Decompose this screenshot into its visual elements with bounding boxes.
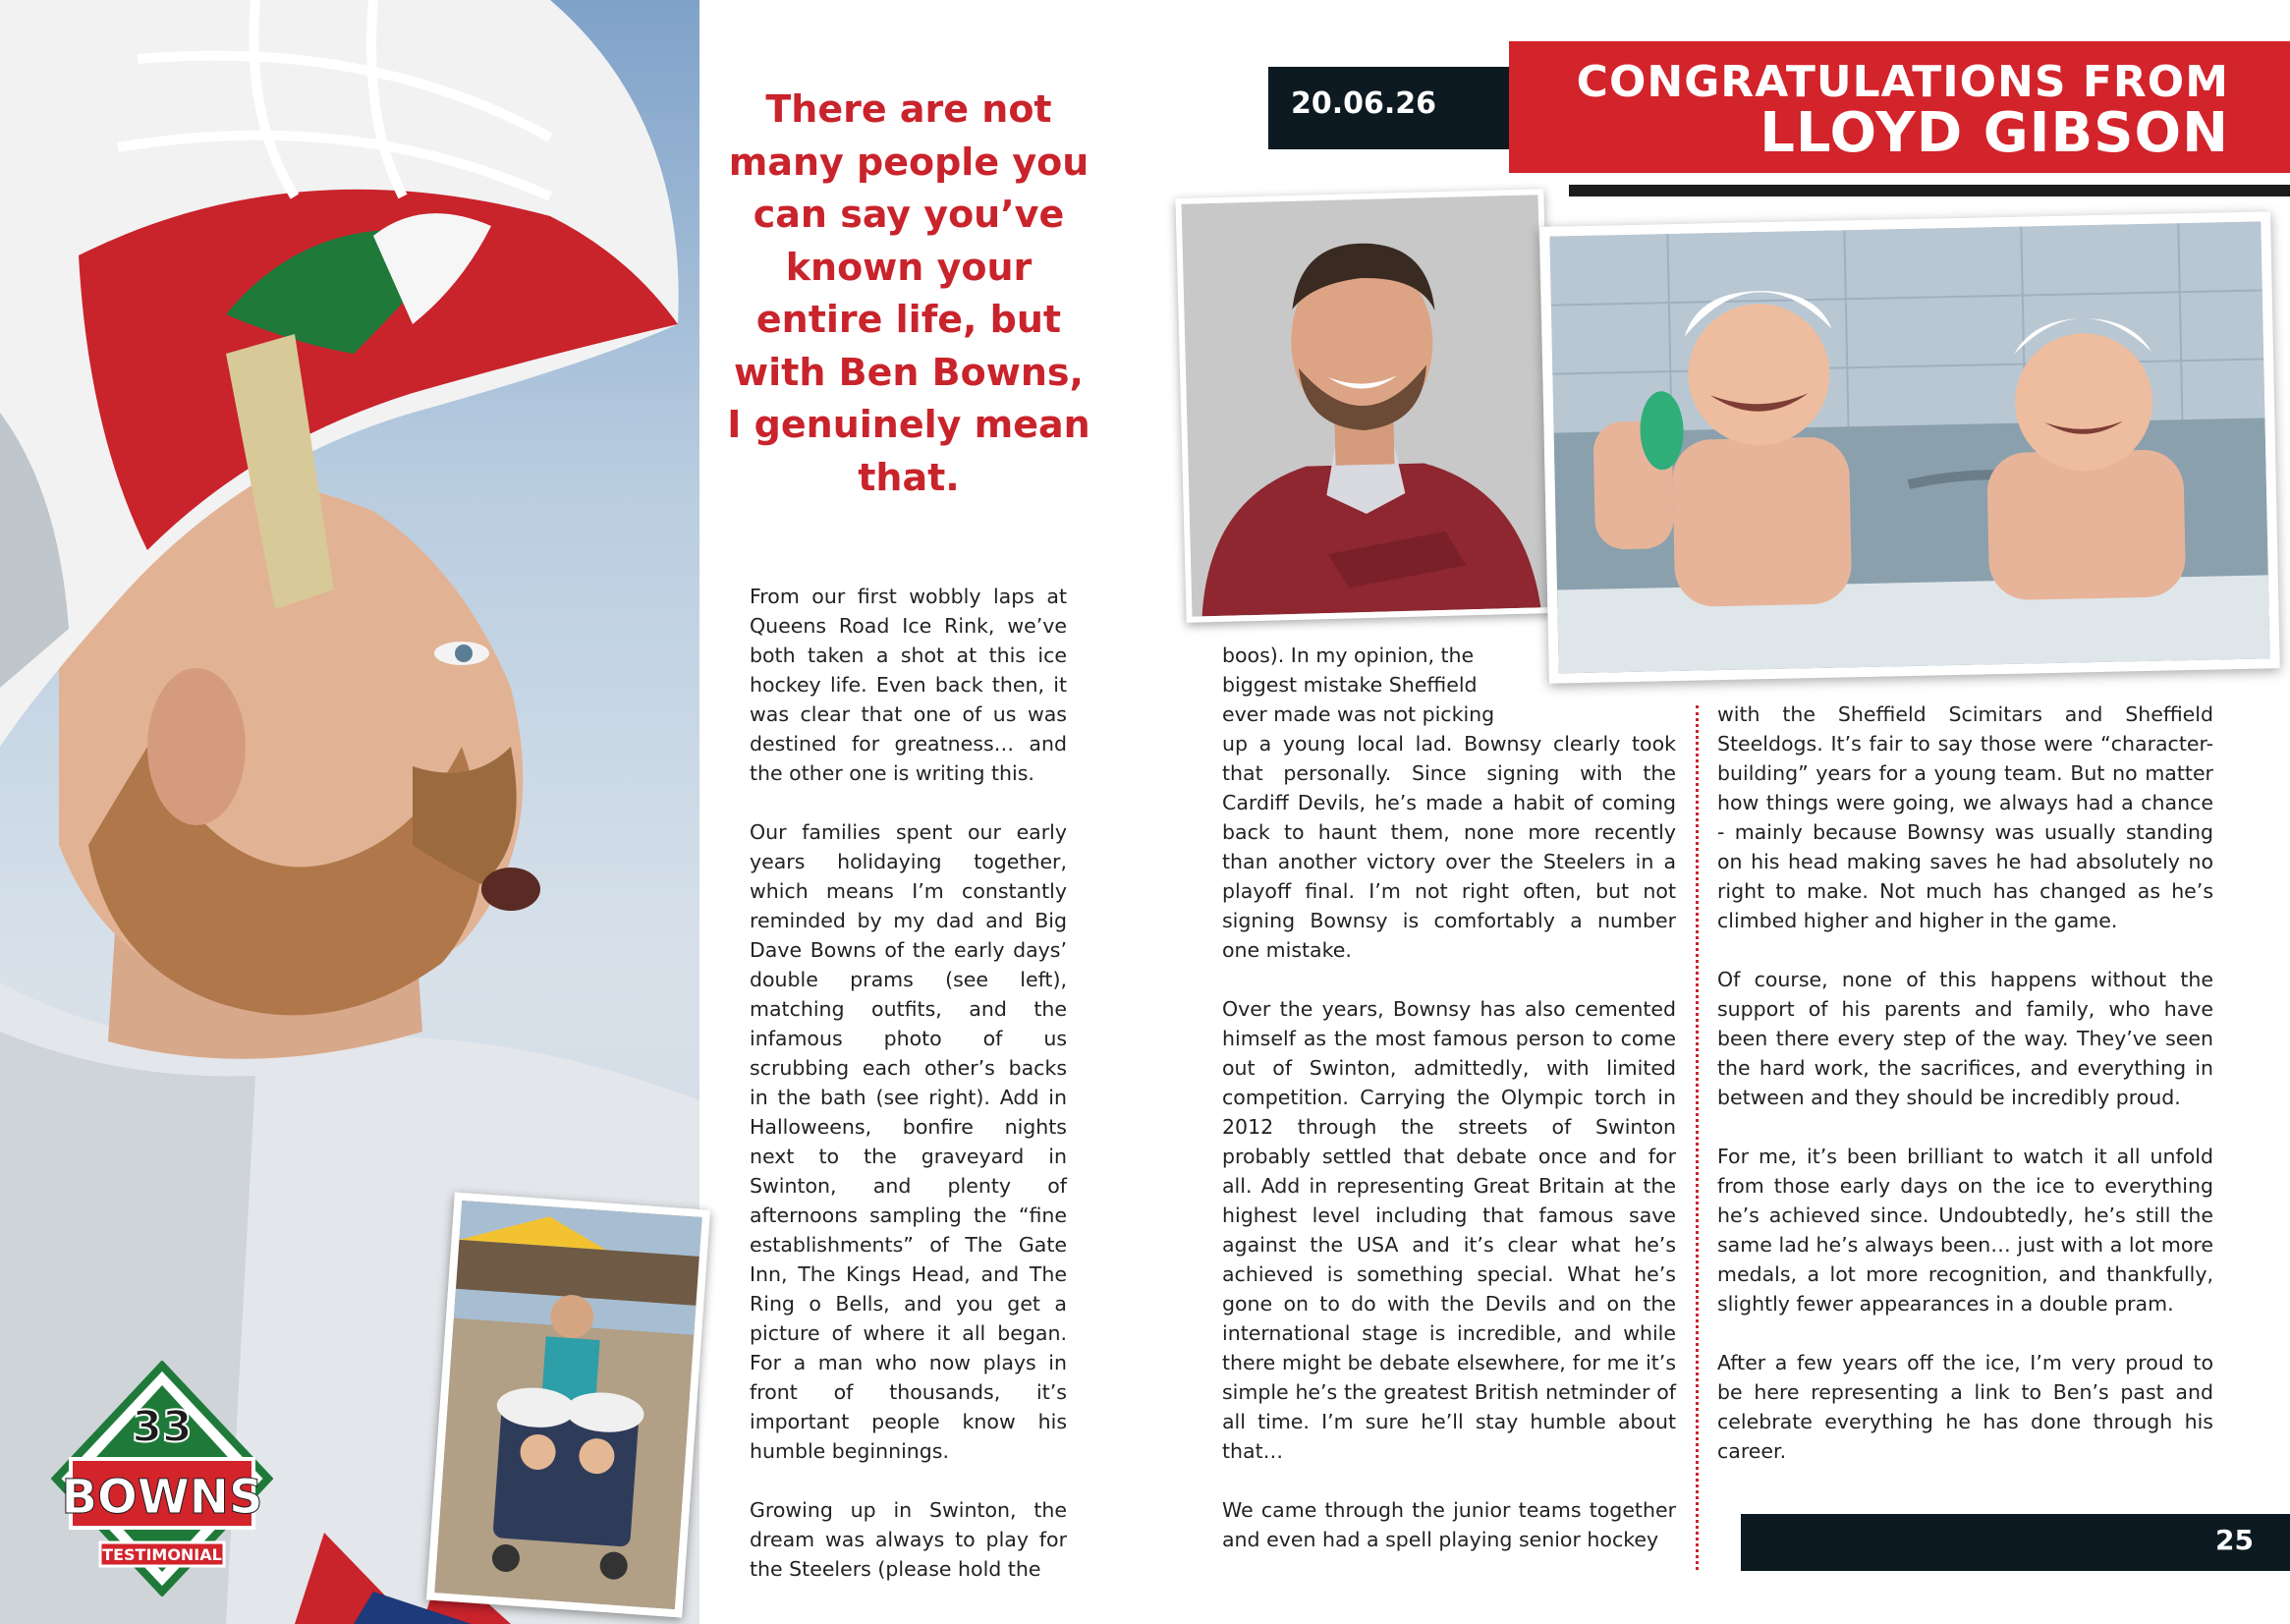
page-number: 25 xyxy=(2215,1524,2254,1556)
article-column-2-intro: boos). In my opinion, the biggest mistake Sheffield ever made was not picking xyxy=(1222,644,1495,726)
paragraph: Our families spent our early years holidaying together, which means I’m constantly reminded by my dad and Big Dave Bowns of the early days’ double prams (see left), matching outfits, and the infamous photo of us scrubbing each other’s backs in the bath (see right). Add in Halloweens, bonfire nights next to the graveyard in Swinton, and plenty of afternoons sampling the “fine establishments” of The Gate Inn, The Kings Head, and The Ring o Bells, and you get a picture of where it all began. For a man who now plays in front of thousands, it’s important people know his humble beginnings. xyxy=(750,820,1067,1463)
article-column-2 xyxy=(1222,729,1676,1584)
double-pram-photo xyxy=(426,1192,710,1617)
logo-number: 33 xyxy=(132,1402,193,1452)
lloyd-gibson-portrait xyxy=(1175,189,1554,623)
paragraph: For me, it’s been brilliant to watch it all unfold from those early days on the ice to everything he’s achieved since. Undoubtedly, he’s still the same lad he’s always been… just with a lot more medals, a lot more recognition, and thankfully, slightly fewer appearances in a double pram. xyxy=(1717,1145,2213,1316)
title-line-2: LLOYD GIBSON xyxy=(1759,101,2229,165)
paragraph: Of course, none of this happens without the support of his parents and family, who have been there every step of the way. They’ve seen the hard work, the sacrifices, and everything in between and they should be incredibly proud. xyxy=(1717,968,2213,1109)
pram-illustration xyxy=(434,1201,701,1609)
header-underline xyxy=(1569,185,2290,196)
column-divider xyxy=(1696,705,1699,1570)
issue-date: 20.06.26 xyxy=(1291,86,1437,121)
page-number-bar xyxy=(1741,1514,2290,1571)
article-column-1 xyxy=(750,582,1067,1613)
bowns-testimonial-logo xyxy=(51,1361,273,1596)
title-line-1: CONGRATULATIONS FROM xyxy=(1576,57,2229,107)
logo-label: TESTIMONIAL xyxy=(102,1545,222,1564)
article-column-3 xyxy=(1717,700,2213,1495)
logo-name: BOWNS xyxy=(61,1470,263,1525)
diamond-badge-icon xyxy=(51,1361,273,1596)
paragraph: From our first wobbly laps at Queens Road Ice Rink, we’ve both taken a shot at this ice hockey life. Even back then, it was clear that one of us was destined for greatness… and the other one is writing this. xyxy=(750,585,1067,785)
paragraph: up a young local lad. Bownsy clearly took that personally. Since signing with the Cardiff Devils, he’s made a habit of coming back to haunt them, none more recently than another victory over the Steelers in a playoff final. I’m not right often, but not signing Bownsy is comfortably a number one mistake. xyxy=(1222,732,1676,962)
paragraph: Over the years, Bownsy has also cemented himself as the most famous person to come out of Swinton, admittedly, with limited competition. Carrying the Olympic torch in 2012 through the streets of Swinton probably settled that debate once and for all. Add in representing Great Britain at the highest level including that famous save against the USA and it’s clear what he’s achieved is something special. What he’s gone on to do with the Devils and on the international stage is incredible, and while there might be debate elsewhere, for me it’s simple he’s the greatest British netminder of all time. I’m sure he’ll stay humble about that… xyxy=(1222,997,1676,1463)
paragraph: with the Sheffield Scimitars and Sheffield Steeldogs. It’s fair to say those were “character-building” years for a young team. But no matter how things were going, we always had a chance - mainly because Bownsy was usually standing on his head making saves he had absolutely no right to make. Not much has changed as he’s climbed higher and higher in the game. xyxy=(1717,702,2213,932)
paragraph: After a few years off the ice, I’m very proud to be here representing a link to Ben’s past and celebrate everything he has done through his career. xyxy=(1717,1351,2213,1463)
portrait-illustration xyxy=(1182,195,1549,616)
pull-quote: There are not many people you can say you’ve known your entire life, but with Ben Bowns, I genuinely mean that. xyxy=(727,87,1090,499)
bath-childhood-photo xyxy=(1539,211,2280,683)
paragraph: Growing up in Swinton, the dream was always to play for the Steelers (please hold the xyxy=(750,1498,1067,1581)
paragraph: We came through the junior teams together and even had a spell playing senior hockey xyxy=(1222,1498,1676,1551)
bath-illustration xyxy=(1549,221,2269,673)
